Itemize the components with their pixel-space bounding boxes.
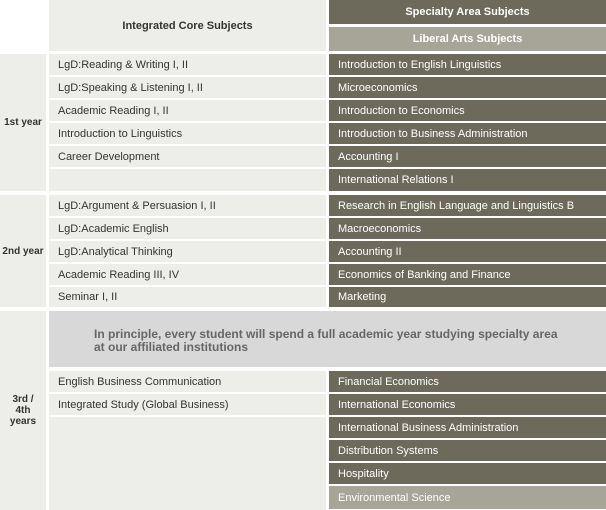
core-subject-cell (49, 264, 326, 285)
core-subject-name: Introduction to Linguistics (58, 127, 183, 140)
specialty-subject-name: Microeconomics (338, 81, 418, 94)
specialty-subject-name: Marketing (338, 291, 387, 303)
specialty-subject-name: Introduction to English Linguistics (338, 58, 502, 71)
liberal-arts-subject-cell (329, 486, 606, 509)
specialty-subject-name: Introduction to Business Administration (338, 127, 528, 140)
core-subject-cell (49, 123, 326, 144)
specialty-subject-name: Financial Economics (338, 375, 439, 388)
specialty-subject-cell (329, 241, 606, 262)
core-subject-cell (49, 77, 326, 98)
core-subject-name: Integrated Study (Global Business) (58, 398, 229, 411)
specialty-subject-name: Economics of Banking and Finance (338, 268, 511, 281)
specialty-subjects-header (329, 0, 606, 24)
specialty-subject-cell (329, 371, 606, 392)
year-label-2nd-text: 2nd year (2, 245, 44, 257)
specialty-subject-cell (329, 463, 606, 484)
specialty-subject-cell (329, 100, 606, 121)
core-subject-cell (49, 371, 326, 392)
core-subject-name: Academic Reading I, II (58, 104, 169, 117)
specialty-subject-cell (329, 54, 606, 75)
specialty-subject-cell (329, 440, 606, 461)
core-subject-name: English Business Communication (58, 375, 222, 388)
core-subjects-header (49, 0, 326, 51)
specialty-subject-name: Accounting I (338, 150, 399, 163)
study-abroad-notice (49, 311, 606, 367)
specialty-subject-name: Accounting II (338, 245, 402, 258)
year-label-2nd (0, 195, 46, 307)
year-label-1st (0, 54, 46, 191)
specialty-subject-name: International Economics (338, 398, 456, 411)
liberal-arts-header (329, 27, 606, 51)
core-subject-name: LgD:Academic English (58, 222, 169, 235)
core-subject-name: LgD:Reading & Writing I, II (58, 58, 189, 71)
core-subject-cell (49, 54, 326, 75)
specialty-subject-name: Research in English Language and Linguistics B (338, 199, 575, 212)
study-abroad-notice-text: In principle, every student will spend a full academic year studying specialty area at our affiliated institutions (94, 327, 558, 354)
specialty-subject-name: Hospitality (338, 467, 389, 480)
specialty-subject-name: International Relations I (338, 174, 454, 186)
core-subject-name: LgD:Analytical Thinking (58, 245, 173, 258)
year-label-1st-text: 1st year (4, 117, 42, 128)
specialty-subject-cell (329, 218, 606, 239)
core-subject-name: Academic Reading III, IV (58, 268, 180, 281)
liberal-arts-subject-name: Environmental Science (338, 491, 451, 504)
year-label-3rd-4th-text: 3rd / 4th years (9, 394, 37, 427)
core-subject-cell-empty (49, 417, 326, 510)
liberal-arts-header-label: Liberal Arts Subjects (412, 33, 523, 45)
specialty-subject-cell (329, 77, 606, 98)
core-subject-cell (49, 241, 326, 262)
core-subject-cell (49, 287, 326, 307)
core-subject-cell (49, 195, 326, 216)
specialty-subject-name: Introduction to Economics (338, 104, 465, 117)
specialty-subject-cell (329, 195, 606, 216)
core-subject-cell (49, 146, 326, 167)
specialty-subject-name: Macroeconomics (338, 222, 422, 235)
specialty-subject-cell (329, 394, 606, 415)
core-subject-cell (49, 100, 326, 121)
core-subject-cell-empty (49, 169, 326, 191)
specialty-subjects-header-label: Specialty Area Subjects (405, 6, 530, 18)
core-subject-name: Career Development (58, 150, 160, 163)
specialty-subject-name: International Business Administration (338, 421, 519, 434)
core-subject-name: Seminar I, II (58, 291, 118, 303)
core-subject-cell (49, 218, 326, 239)
specialty-subject-cell (329, 417, 606, 438)
specialty-subject-cell (329, 123, 606, 144)
year-label-3rd-4th (0, 311, 46, 510)
specialty-subject-cell (329, 264, 606, 285)
core-subjects-header-label: Integrated Core Subjects (122, 19, 253, 32)
core-subject-name: LgD:Speaking & Listening I, II (58, 81, 203, 94)
core-subject-name: LgD:Argument & Persuasion I, II (58, 199, 216, 212)
specialty-subject-cell (329, 169, 606, 191)
specialty-subject-name: Distribution Systems (338, 444, 439, 457)
specialty-subject-cell (329, 287, 606, 307)
core-subject-cell (49, 394, 326, 415)
specialty-subject-cell (329, 146, 606, 167)
